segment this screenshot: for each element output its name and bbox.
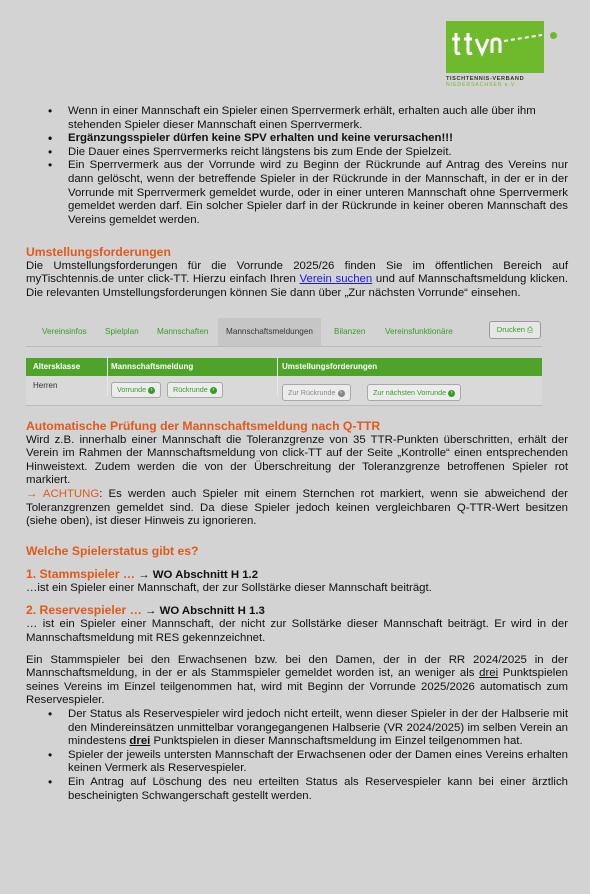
qttr-section	[26, 420, 568, 529]
reservespieler-paragraph	[26, 654, 568, 708]
button-label: Vorrunde	[117, 385, 147, 394]
list-item	[26, 708, 568, 749]
row-label: Herren	[33, 381, 58, 390]
reservespieler-label: 2. Reservespieler …	[26, 602, 142, 617]
bullet-text: Punktspielen in dieser Mannschaftsmeldung im Einzel teilgenommen hat.	[150, 735, 523, 748]
stammspieler-text: …ist ein Spieler einer Mannschaft, der zur Sollstärke dieser Mannschaft beiträgt.	[26, 582, 432, 595]
section-heading: Welche Spielerstatus gibt es?	[26, 544, 199, 558]
clicktt-screenshot	[26, 313, 542, 411]
bullet-text: Ergänzungsspieler dürfen keine SPV erhalten und keine verursachen!!!	[68, 132, 453, 145]
divider	[26, 346, 542, 347]
column-divider	[277, 358, 278, 396]
logo-ball	[550, 32, 557, 39]
button-label: Rückrunde	[173, 385, 208, 394]
list-item	[26, 132, 568, 146]
tab-spielplan[interactable]: Spielplan	[105, 327, 139, 336]
tab-mannschaftsmeldungen[interactable]: Mannschaftsmeldungen	[218, 318, 321, 346]
col-mannschaftsmeldung: Mannschaftsmeldung	[111, 362, 194, 371]
zur-naechsten-vorrunde-button[interactable]	[367, 384, 461, 401]
zur-rueckrunde-button[interactable]	[282, 384, 351, 401]
bullet-text: Der Status als Reservespieler wird jedoch nicht erteilt, wenn dieser Spieler in der der Halbserie mit den Mindereinsätzen unmittelbar vorangegangenen Halbserie (VR 2024/2025) im selben Verein an mindestens	[68, 707, 568, 748]
stammspieler-block	[26, 568, 568, 596]
spielerstatus-section	[26, 545, 568, 803]
ttvn-logo	[446, 21, 558, 88]
arrow-right-icon: ›	[448, 390, 455, 397]
list-item	[26, 105, 568, 132]
print-label: Drucken	[496, 325, 526, 334]
vorrunde-button[interactable]	[111, 382, 161, 398]
achtung-paragraph	[26, 488, 568, 529]
arrow-right-icon: ›	[148, 387, 155, 394]
bullet-text: Ein Antrag auf Löschung des neu erteilten Status als Reservespieler kann bei einer ärztlich bescheinigten Schwangerschaft gestellt werden.	[68, 775, 568, 802]
bullet-text: Ein Sperrvermerk aus der Vorrunde wird zu Beginn der Rückrunde auf Antrag des Vereins nur dann gelöscht, wenn der betreffende Spieler in der Rückrunde in der Mannschaft, in der er in der Vorrunde mit Sperrvermerk gemeldet wurde, oder in einer unteren Mannschaft ohne Sperrvermerk gemeldet werden darf. Ein solcher Spieler darf in der Rückrunde in keiner oberen Mannschaft des Vereins gemeldet werden.	[68, 159, 568, 226]
bullet-text: Wenn in einer Mannschaft ein Spieler einen Sperrvermerk erhält, erhalten auch alle über ihm stehenden Spieler dieser Mannschaft einen Sperrvermerk.	[68, 105, 536, 131]
logo-ttvn-glyph	[446, 21, 544, 73]
list-item	[26, 776, 568, 803]
logo-mark	[446, 21, 544, 73]
tab-bilanzen[interactable]: Bilanzen	[334, 327, 366, 336]
column-divider	[107, 358, 108, 396]
bullet-text: Die Dauer eines Sperrvermerks reicht längstens bis zum Ende der Spielzeit.	[68, 145, 452, 158]
underlined-text: drei	[479, 667, 499, 680]
paragraph-text: Die Umstellungsforderungen für die Vorrunde 2025/26 finden Sie im öffentlichen Bereich auf myTischtennis.de unter click-TT. Hierzu einfach Ihren	[26, 259, 568, 286]
list-item	[26, 159, 568, 227]
logo-line1: TISCHTENNIS-VERBAND	[446, 76, 525, 82]
section-paragraph: Wird z.B. innerhalb einer Mannschaft die Toleranzgrenze von 35 TTR-Punkten überschritten, erhält der Verein im Rahmen der Mannschaftsmeldung von click-TT auf der Seite „Kontrolle“ einen entsprechenden Hinweistext. Zudem werden die von der Überschreitung der Toleranzgrenze betroffenen Spieler rot markiert.	[26, 433, 568, 487]
printer-icon: ⎙	[527, 325, 534, 334]
achtung-text: : Es werden auch Spieler mit einem Sternchen rot markiert, wenn sie abweichend der Toleranzgrenzen gemeldet sind. Da diese Spieler jedoch keinen vergleichbaren Q-TTR-Wert besitzen (siehe oben), ist dieser Hinweis zu ignorieren.	[26, 487, 568, 528]
verein-suchen-link[interactable]: Verein suchen	[299, 273, 373, 286]
table-header	[26, 358, 542, 376]
arrow-right-icon: ›	[210, 387, 217, 394]
col-umstellungsforderungen: Umstellungsforderungen	[282, 362, 378, 371]
umstellung-section	[26, 246, 568, 300]
achtung-label: → ACHTUNG	[26, 487, 100, 500]
paragraph-text: und auf Mannschaftsmeldung klicken. Die relevanten Umstellungsforderungen können Sie dann über „Zur nächsten Vorrunde“ einsehen.	[26, 273, 568, 299]
stammspieler-label: 1. Stammspieler …	[26, 566, 136, 581]
button-label: Zur Rückrunde	[288, 388, 336, 397]
tab-mannschaften[interactable]: Mannschaften	[157, 327, 209, 336]
arrow-right-icon: ›	[338, 390, 345, 397]
section-paragraph	[26, 260, 568, 301]
print-button[interactable]	[489, 321, 541, 339]
sperrvermerk-list	[26, 105, 568, 227]
section-heading: Automatische Prüfung der Mannschaftsmeldung nach Q-TTR	[26, 419, 381, 433]
stammspieler-ref: → WO Abschnitt H 1.2	[135, 568, 259, 581]
rueckrunde-button[interactable]	[167, 382, 223, 398]
underlined-text: drei	[129, 735, 151, 748]
list-item	[26, 749, 568, 776]
clicktt-tabs	[26, 318, 542, 346]
reservespieler-text: … ist ein Spieler einer Mannschaft, der nicht zur Sollstärke dieser Mannschaft beiträgt. Er wird in der Mannschaftsmeldung mit RES gekennzeichnet.	[26, 618, 568, 644]
button-label: Zur nächsten Vorrunde	[373, 388, 447, 397]
logo-line2: NIEDERSACHSEN e.V.	[446, 82, 518, 88]
col-altersklasse: Altersklasse	[33, 362, 81, 371]
tab-vereinsfunktionaere[interactable]: Vereinsfunktionäre	[385, 327, 453, 336]
tab-vereinsinfos[interactable]: Vereinsinfos	[42, 327, 87, 336]
table-row	[26, 376, 542, 406]
bullet-text: Spieler der jeweils untersten Mannschaft der Erwachsenen oder der Damen eines Vereins erhalten keinen Vermerk als Reservespieler.	[68, 748, 568, 775]
paragraph-text: Ein Stammspieler bei den Erwachsenen bzw. bei den Damen, der in der RR 2024/2025 in der Mannschaftsmeldung, in der er als Stammspieler gemeldet worden ist, an weniger als	[26, 653, 568, 680]
reservespieler-ref: → WO Abschnitt H 1.3	[141, 604, 265, 617]
reservespieler-block	[26, 604, 568, 646]
paragraph-text: Punktspielen seines Vereins im Einzel teilgenommen hat, wird mit Beginn der Vorrunde 2025/2026 automatisch zum Reservespieler.	[26, 667, 569, 707]
list-item	[26, 146, 568, 160]
reservespieler-list	[26, 708, 568, 803]
section-heading: Umstellungsforderungen	[26, 245, 171, 259]
